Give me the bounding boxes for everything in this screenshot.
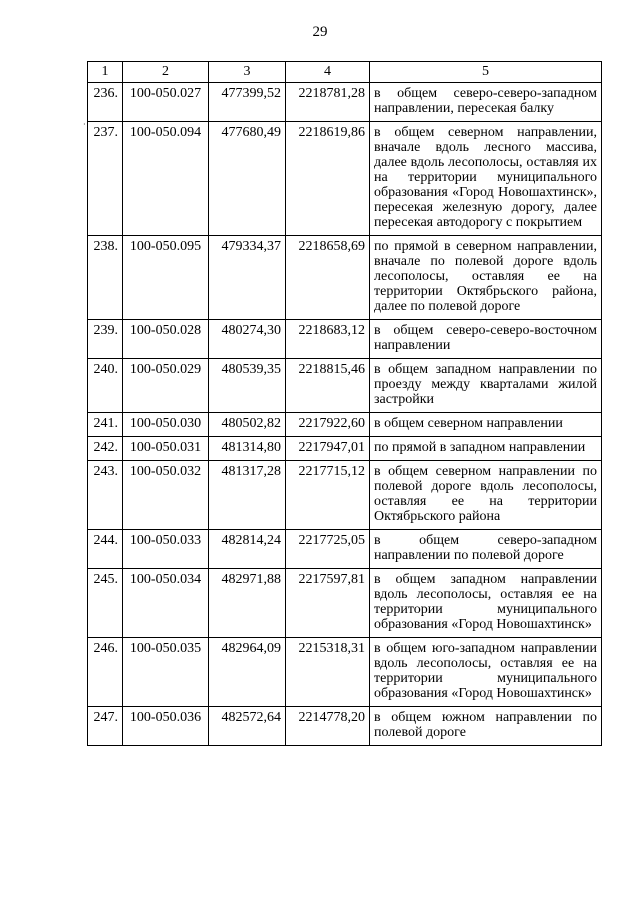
table-row <box>88 569 602 638</box>
table-row <box>88 122 602 236</box>
description-cell: в общем северном направлении <box>370 413 602 437</box>
row-number-cell: 239. <box>88 320 123 359</box>
point-code-cell: 100-050.035 <box>123 638 209 707</box>
y-coordinate-cell: 2217947,01 <box>286 437 370 461</box>
y-coordinate-cell: 2218683,12 <box>286 320 370 359</box>
row-number-cell: 240. <box>88 359 123 413</box>
table-row <box>88 320 602 359</box>
x-coordinate-cell: 482964,09 <box>209 638 286 707</box>
header-cell: 5 <box>370 62 602 83</box>
description-cell: в общем северо-северо-восточном направлении <box>370 320 602 359</box>
row-number-cell: 242. <box>88 437 123 461</box>
row-number-cell: 236. <box>88 83 123 122</box>
page-number: 29 <box>312 24 328 40</box>
y-coordinate-cell: 2217715,12 <box>286 461 370 530</box>
x-coordinate-cell: 482572,64 <box>209 707 286 746</box>
table-row <box>88 530 602 569</box>
x-coordinate-cell: 480502,82 <box>209 413 286 437</box>
description-cell: в общем западном направлении по проезду между кварталами жилой застройки <box>370 359 602 413</box>
row-number-cell: 245. <box>88 569 123 638</box>
x-coordinate-cell: 479334,37 <box>209 236 286 320</box>
y-coordinate-cell: 2218619,86 <box>286 122 370 236</box>
description-cell: в общем северо-северо-западном направлении, пересекая балку <box>370 83 602 122</box>
table-row <box>88 236 602 320</box>
x-coordinate-cell: 477680,49 <box>209 122 286 236</box>
description-cell: в общем северо-западном направлении по полевой дороге <box>370 530 602 569</box>
point-code-cell: 100-050.027 <box>123 83 209 122</box>
header-cell: 1 <box>88 62 123 83</box>
description-cell: по прямой в северном направлении, вначале по полевой дороге вдоль лесополосы, оставляя ее на территории Октябрьского района, далее по полевой дороге <box>370 236 602 320</box>
y-coordinate-cell: 2215318,31 <box>286 638 370 707</box>
row-number-cell: 238. <box>88 236 123 320</box>
row-number-cell: 237. <box>88 122 123 236</box>
row-number-cell: 244. <box>88 530 123 569</box>
point-code-cell: 100-050.036 <box>123 707 209 746</box>
x-coordinate-cell: 477399,52 <box>209 83 286 122</box>
y-coordinate-cell: 2217922,60 <box>286 413 370 437</box>
x-coordinate-cell: 482814,24 <box>209 530 286 569</box>
margin-mark: · <box>83 120 86 129</box>
x-coordinate-cell: 480539,35 <box>209 359 286 413</box>
table-row <box>88 461 602 530</box>
point-code-cell: 100-050.094 <box>123 122 209 236</box>
description-cell: по прямой в западном направлении <box>370 437 602 461</box>
x-coordinate-cell: 480274,30 <box>209 320 286 359</box>
point-code-cell: 100-050.029 <box>123 359 209 413</box>
row-number-cell: 247. <box>88 707 123 746</box>
y-coordinate-cell: 2217597,81 <box>286 569 370 638</box>
table-row <box>88 83 602 122</box>
x-coordinate-cell: 482971,88 <box>209 569 286 638</box>
table-row <box>88 413 602 437</box>
y-coordinate-cell: 2214778,20 <box>286 707 370 746</box>
y-coordinate-cell: 2218658,69 <box>286 236 370 320</box>
table-row <box>88 359 602 413</box>
row-number-cell: 241. <box>88 413 123 437</box>
header-cell: 3 <box>209 62 286 83</box>
point-code-cell: 100-050.095 <box>123 236 209 320</box>
description-cell: в общем западном направлении вдоль лесополосы, оставляя ее на территории муниципального образования «Город Новошахтинск» <box>370 569 602 638</box>
table-row <box>88 437 602 461</box>
point-code-cell: 100-050.032 <box>123 461 209 530</box>
y-coordinate-cell: 2217725,05 <box>286 530 370 569</box>
description-cell: в общем северном направлении по полевой дороге вдоль лесополосы, оставляя ее на территории Октябрьского района <box>370 461 602 530</box>
table-row <box>88 638 602 707</box>
point-code-cell: 100-050.033 <box>123 530 209 569</box>
header-cell: 2 <box>123 62 209 83</box>
description-cell: в общем южном направлении по полевой дороге <box>370 707 602 746</box>
point-code-cell: 100-050.034 <box>123 569 209 638</box>
header-row <box>88 62 602 83</box>
row-number-cell: 246. <box>88 638 123 707</box>
row-number-cell: 243. <box>88 461 123 530</box>
boundary-table <box>87 61 602 746</box>
point-code-cell: 100-050.028 <box>123 320 209 359</box>
header-cell: 4 <box>286 62 370 83</box>
point-code-cell: 100-050.031 <box>123 437 209 461</box>
description-cell: в общем северном направлении, вначале вдоль лесного массива, далее вдоль лесополосы, оставляя их на территории муниципального образования «Город Новошахтинск», пересекая железную дорогу, далее пересекая автодорогу с покрытием <box>370 122 602 236</box>
description-cell: в общем юго-западном направлении вдоль лесополосы, оставляя ее на территории муниципального образования «Город Новошахтинск» <box>370 638 602 707</box>
point-code-cell: 100-050.030 <box>123 413 209 437</box>
x-coordinate-cell: 481314,80 <box>209 437 286 461</box>
table-row <box>88 707 602 746</box>
y-coordinate-cell: 2218781,28 <box>286 83 370 122</box>
y-coordinate-cell: 2218815,46 <box>286 359 370 413</box>
x-coordinate-cell: 481317,28 <box>209 461 286 530</box>
